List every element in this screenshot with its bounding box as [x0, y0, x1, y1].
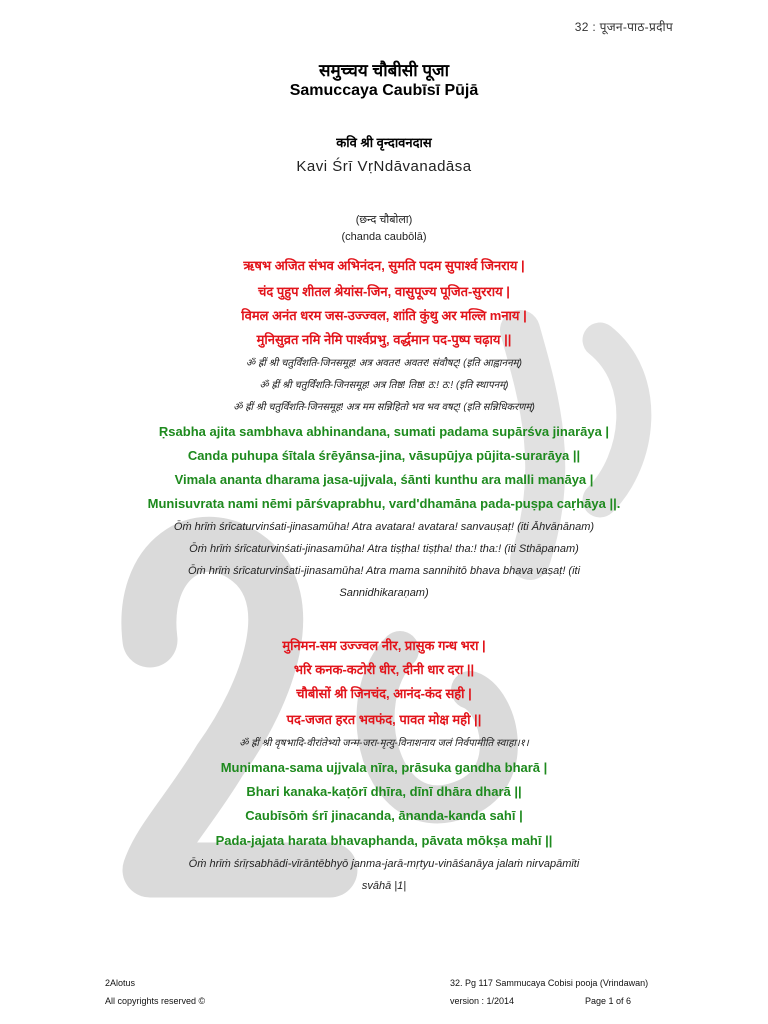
verse1-hindi-line: चंद पुहुप शीतल श्रेयांस-जिन, वासुपूज्य पूजित-सुरराय |	[258, 284, 510, 299]
footer-doc-title: 32. Pg 117 Sammucaya Cobisi pooja (Vrindawan)	[450, 978, 649, 988]
footer-page-number: Page 1 of 6	[585, 996, 632, 1006]
page-header: 32 : पूजन-पाठ-प्रदीप	[574, 20, 673, 34]
verse1-roman-line: Munisuvrata nami nēmi pārśvaprabhu, vard'dhamāna pada-puṣpa caṛhāya ||.	[147, 496, 621, 511]
mantra-roman: Ōṁ hrīṁ śrīcaturvinśati-jinasamūha! Atra mama sannihitō bhava bhava vaṣaṭ! (iti	[187, 565, 581, 577]
verse2-hindi-line: मुनिमन-सम उज्ज्वल नीर, प्रासुक गन्ध भरा |	[282, 638, 486, 653]
meter-hindi: (छन्द चौबोला)	[355, 214, 413, 226]
verse2-hindi-line: पद-जजत हरत भवफंद, पावत मोक्ष मही ||	[286, 712, 482, 727]
mantra2-hindi: ॐ ह्रीं श्री वृषभादि-वीरांतेभ्यो जन्म-जरा-मृत्यु-विनाशनाय जलं निर्वपामीति स्वाहा।१।	[239, 738, 529, 749]
poet-hindi: कवि श्री वृन्दावनदास	[336, 135, 432, 150]
mantra-hindi: ॐ ह्रीं श्री चतुर्विंशति-जिनसमूह! अत्र मम सन्निहितो भव भव वषट्! (इति सन्निधिकरणम्)	[233, 402, 535, 413]
mantra2-roman: Ōṁ hrīṁ śrīṛsabhādi-vīrāntēbhyō janma-jarā-mṛtyu-vināśanāya jalaṁ nirvapāmīti	[188, 858, 580, 870]
title-english: Samuccaya Caubīsī Pūjā	[289, 82, 479, 99]
verse1-roman-line: Vimala ananta dharama jasa-ujjvala, śānti kunthu ara malli manāya |	[174, 472, 594, 487]
footer-brand: 2Alotus	[105, 978, 136, 988]
verse2-roman-line: Bhari kanaka-kaṭōrī dhīra, dīnī dhāra dharā ||	[246, 784, 522, 799]
verse2-roman-line: Pada-jajata harata bhavaphanda, pāvata mōkṣa mahī ||	[215, 833, 553, 848]
verse2-roman-line: Munimana-sama ujjvala nīra, prāsuka gandha bharā |	[220, 760, 548, 775]
verse1-hindi-line: मुनिसुव्रत नमि नेमि पार्श्वप्रभु, वर्द्धमान पद-पुष्प चढ़ाय ||	[256, 332, 512, 347]
mantra-roman: Sannidhikaraṇam)	[339, 587, 429, 599]
mantra-hindi: ॐ ह्रीं श्री चतुर्विंशति-जिनसमूह! अत्र तिष्ठ! तिष्ठ! ठ:! ठ:! (इति स्थापनम्)	[259, 380, 509, 391]
verse2-hindi-line: भरि कनक-कटोरी धीर, दीनी धार दरा ||	[293, 662, 475, 677]
footer-version: version : 1/2014	[450, 996, 515, 1006]
mantra-roman: Ōṁ hrīṁ śrīcaturvinśati-jinasamūha! Atra tiṣṭha! tiṣṭha! tha:! tha:! (iti Sthāpanam)	[189, 543, 579, 555]
verse2-roman-line: Caubīsōṁ śrī jinacanda, ānanda-kanda sahī |	[245, 808, 523, 823]
verse1-roman-line: Canda puhupa śītala śrēyānsa-jina, vāsupūjya pūjita-surarāya ||	[187, 448, 581, 463]
mantra-roman: Ōṁ hrīṁ śrīcaturvinśati-jinasamūha! Atra avatara! avatara! sanvauṣaṭ! (iti Āhvānānam)	[173, 521, 595, 533]
meter-english: (chanda caubōlā)	[341, 231, 427, 243]
verse1-hindi-line: विमल अनंत धरम जस-उज्ज्वल, शांति कुंथु अर मल्लि mनाय |	[241, 308, 527, 323]
footer-copyright: All copyrights reserved ©	[105, 996, 206, 1006]
title-hindi: समुच्चय चौबीसी पूजा	[318, 61, 450, 80]
mantra2-roman: svāhā |1|	[361, 880, 407, 892]
poet-english: Kavi Śrī VṛNdāvanadāsa	[296, 158, 472, 175]
verse1-hindi-line: ऋषभ अजित संभव अभिनंदन, सुमति पदम सुपार्श्व जिनराय |	[243, 258, 525, 273]
verse1-roman-line: Ṛsabha ajita sambhava abhinandana, sumati padama supārśva jinarāya |	[158, 424, 610, 439]
verse2-hindi-line: चौबीसों श्री जिनचंद, आनंद-कंद सही |	[296, 686, 472, 701]
mantra-hindi: ॐ ह्रीं श्री चतुर्विंशति-जिनसमूह! अत्र अवतर! अवतर! संवौषट्! (इति आह्वाननम्)	[246, 358, 522, 369]
